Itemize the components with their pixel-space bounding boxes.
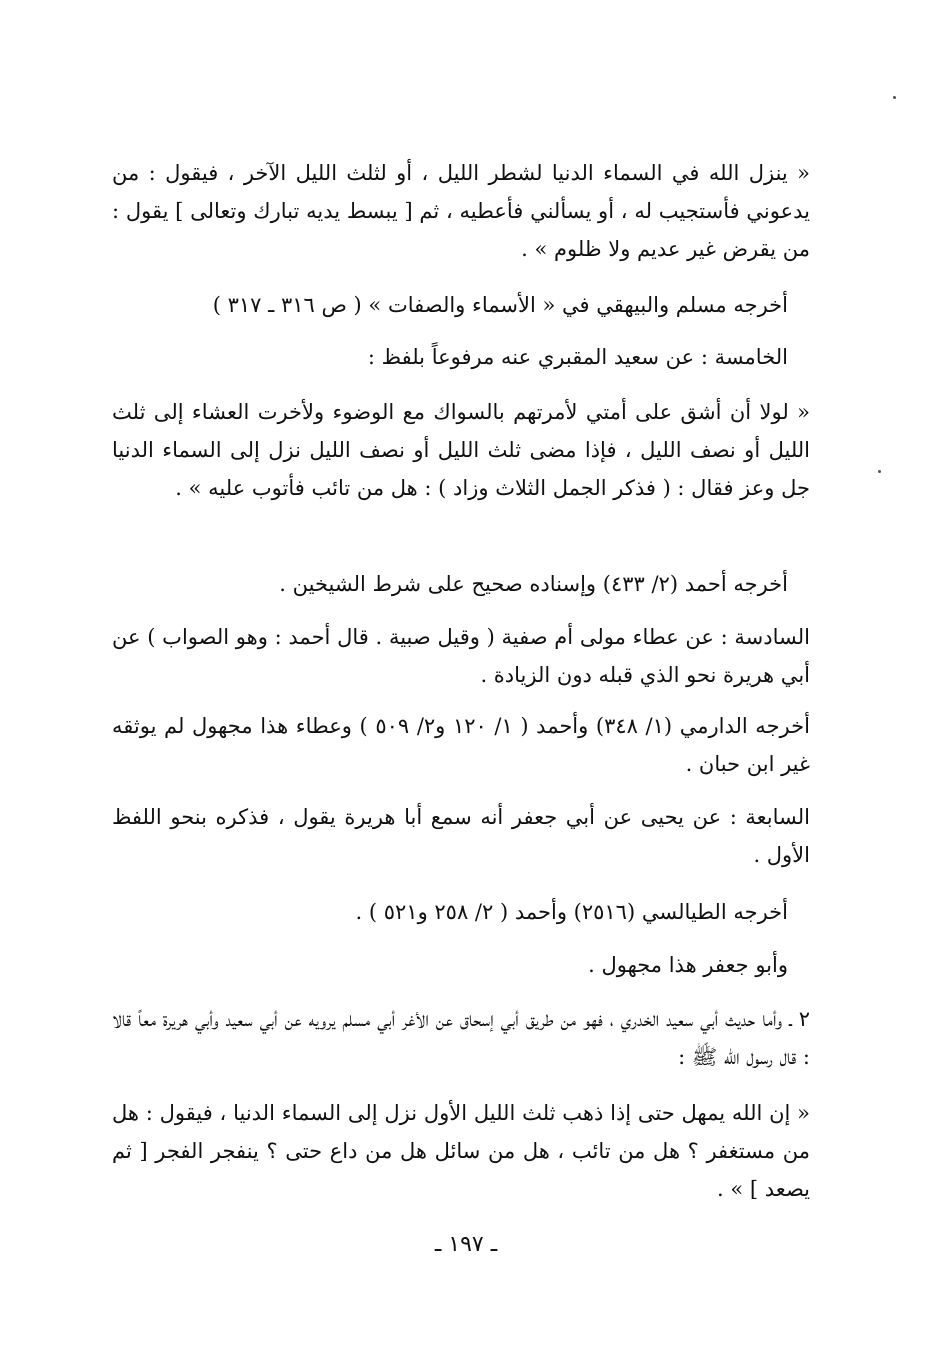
scan-speck	[893, 96, 896, 99]
paragraph-hadith-quote-3: « إن الله يمهل حتى إذا ذهب ثلث الليل الأول نزل إلى السماء الدنيا ، فيقول : هل من مستغفر ؟ هل من تائب ، هل من سائل هل من داع حتى ؟ ينفجر الفجر [ ثم يصعد ] » .	[112, 1101, 810, 1201]
paragraph-takhrij-2: أخرجه أحمد (٢/ ٤٣٣) وإسناده صحيح على شرط الشيخين .	[279, 572, 788, 596]
paragraph-takhrij-3: أخرجه الدارمي (١/ ٣٤٨) وأحمد ( ١/ ١٢٠ و٢/ ٥٠٩ ) وعطاء هذا مجهول لم يوثقه غير ابن حبان .	[112, 714, 810, 776]
scan-speck	[878, 470, 881, 473]
paragraph-takhrij-4: أخرجه الطيالسي (٢٥١٦) وأحمد ( ٢/ ٢٥٨ و٥٢١ ) .	[355, 900, 788, 924]
paragraph-hadith-quote-2: « لولا أن أشق على أمتي لأمرتهم بالسواك مع الوضوء ولأخرت العشاء إلى ثلث الليل أو نصف الليل ، فإذا مضى ثلث الليل أو نصف الليل نزل إلى السماء الدنيا جل وعز فقال : ( فذكر الجمل الثلاث وزاد ) : هل من تائب فأتوب عليه » .	[112, 400, 810, 500]
paragraph-sixth-narration: السادسة : عن عطاء مولى أم صفية ( وقيل صبية . قال أحمد : وهو الصواب ) عن أبي هريرة نحو الذي قبله دون الزيادة .	[112, 625, 810, 687]
paragraph-fifth-narration: الخامسة : عن سعيد المقبري عنه مرفوعاً بلفظ :	[367, 345, 788, 369]
paragraph-note-abu-jafar: وأبو جعفر هذا مجهول .	[588, 953, 788, 977]
paragraph-hadith-quote-1: « ينزل الله في السماء الدنيا لشطر الليل ، أو لثلث الليل الآخر ، فيقول : من يدعوني فأستجيب له ، أو يسألني فأعطيه ، ثم [ يبسط يديه تبارك وتعالى ] يقول : من يقرض غير عديم ولا ظلوم » .	[112, 161, 810, 261]
paragraph-seventh-narration: السابعة : عن يحيى عن أبي جعفر أنه سمع أبا هريرة يقول ، فذكره بنحو اللفظ الأول .	[112, 805, 810, 867]
paragraph-section-abu-said: ٢ ـ وأما حديث أبي سعيد الخدري ، فهو من طريق أبي إسحاق عن الأغر أبي مسلم يرويه عن أبي سعيد وأبي هريرة معاً قالا : قال رسول الله ﷺ :	[112, 1007, 810, 1069]
paragraph-takhrij-1: أخرجه مسلم والبيهقي في « الأسماء والصفات » ( ص ٣١٦ ـ ٣١٧ )	[212, 293, 788, 317]
page-number: ـ ١٩٧ ـ	[434, 1232, 498, 1257]
